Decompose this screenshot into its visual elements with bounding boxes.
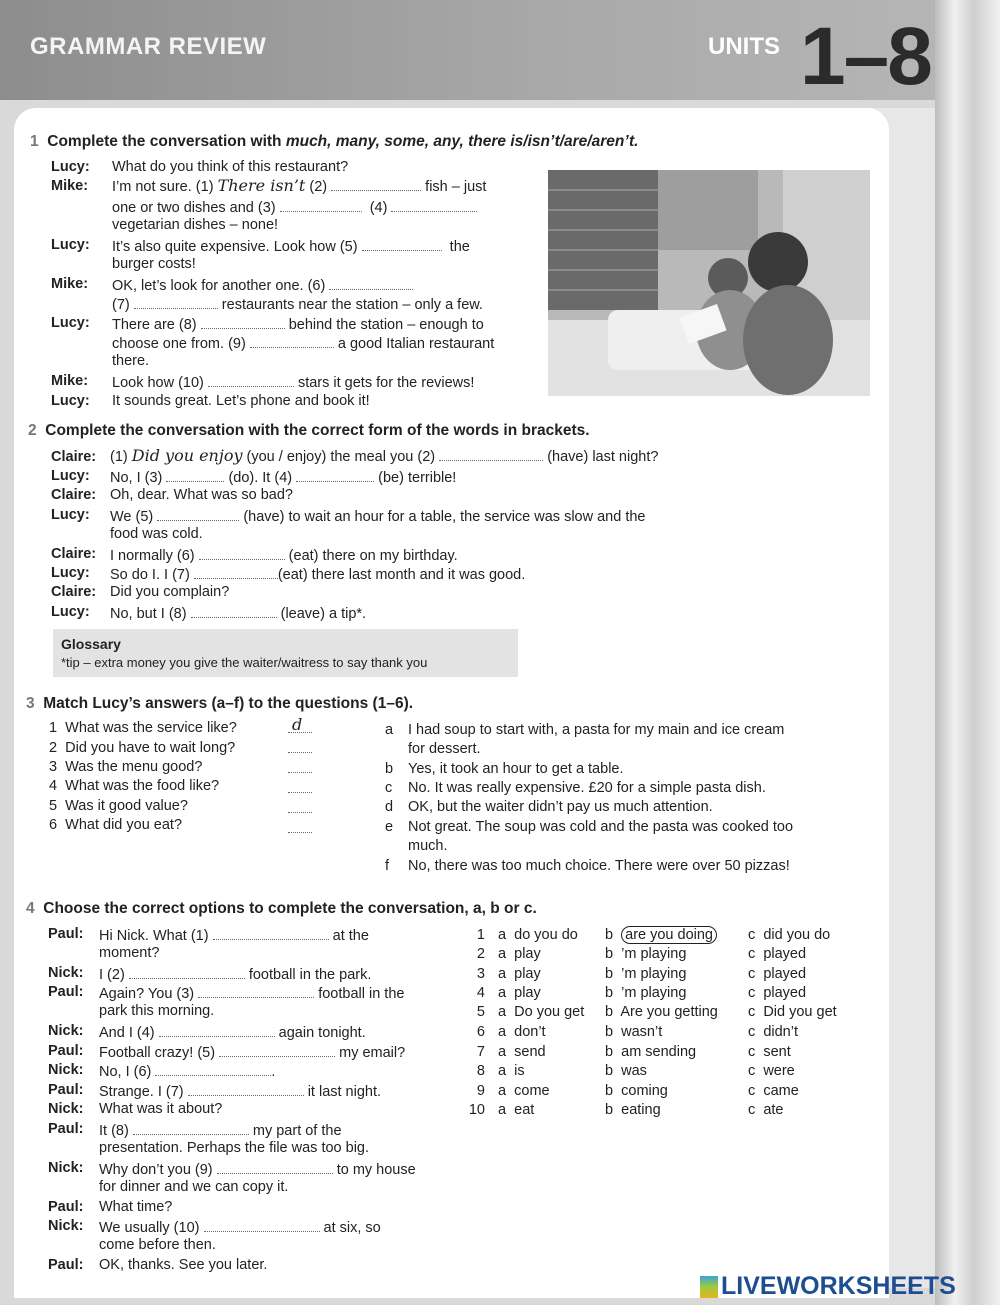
options-row-5: 5 [476,1004,485,1020]
ex4-speaker-5: Paul: [48,1043,84,1059]
ex4-line-1: Hi Nick. What (1) at the [99,925,369,945]
opt-9-b[interactable]: b coming [605,1083,668,1099]
ex4-line-10: What was it about? [99,1101,223,1117]
opt-7-b[interactable]: b am sending [605,1044,697,1060]
glossary-box [53,629,518,677]
ex4-speaker-8: Nick: [48,1101,84,1117]
ex2-line-6: I normally (6) (eat) there on my birthday. [110,545,458,565]
ex3-question-3: 3 Was the menu good? [49,759,203,775]
ex3-answer-f: f [385,858,390,874]
opt-10-c[interactable]: c ate [748,1102,784,1118]
liveworksheets-logo: LIVEWORKSHEETS [700,1272,956,1301]
ex1-line-8: (7) restaurants near the station – only a few. [112,294,483,314]
ex3-question-4: 4 What was the food like? [49,778,220,794]
options-row-3: 3 [476,966,485,982]
blank-8[interactable] [201,314,285,329]
opt-2-a[interactable]: a play [498,946,541,962]
opt-1-c[interactable]: c did you do [748,927,831,943]
opt-9-a[interactable]: a come [498,1083,550,1099]
ex4-heading: 4 Choose the correct options to complete the conversation, a, b or c. [26,900,537,917]
ex3-answer-c: c [385,780,393,796]
options-row-9: 9 [476,1083,485,1099]
ex3-answer-1[interactable]: d [292,715,303,734]
ex2-speaker-1: Claire: [51,449,97,465]
ex3-answer-blank-5[interactable] [288,798,312,813]
ex3-answer-e-text-2: much. [408,838,448,854]
handwritten-answer-1: There isn’t [217,176,306,195]
ex4-speaker-2: Nick: [48,965,84,981]
ex2-line-3: Oh, dear. What was so bad? [110,487,293,503]
ex3-answer-d-text: OK, but the waiter didn’t pay us much attention. [408,799,713,815]
options-row-4: 4 [476,985,485,1001]
ex1-line-2-text: I’m not sure. (1) There isn’t (2) fish – just [112,176,487,195]
ex4-speaker-4: Nick: [48,1023,84,1039]
ex3-question-5: 5 Was it good value? [49,798,188,814]
opt-7-a[interactable]: a send [498,1044,546,1060]
ex4-speaker-12: Nick: [48,1218,84,1234]
ex1-speaker-lucy-2: Lucy: [51,237,90,253]
ex1-line-11: there. [112,353,150,369]
ex2-line-5: food was cold. [110,526,203,542]
ex4-line-12: presentation. Perhaps the file was too big. [99,1140,370,1156]
opt-10-b[interactable]: b eating [605,1102,661,1118]
ex3-answer-b: b [385,761,394,777]
ex4-blank-5[interactable] [219,1042,335,1057]
ex1-speaker-mike-3: Mike: [51,373,89,389]
ex3-answer-blank-1[interactable] [288,715,312,734]
glossary-title: Glossary [61,636,121,652]
ex4-speaker-7: Paul: [48,1082,84,1098]
ex4-blank-3[interactable] [198,983,314,998]
ex2-speaker-6: Lucy: [51,565,90,581]
ex3-answer-c-text: No. It was really expensive. £20 for a simple pasta dish. [408,780,766,796]
ex2-blank-8[interactable] [191,603,277,618]
blank-5[interactable] [362,236,442,251]
ex4-blank-4[interactable] [159,1022,275,1037]
ex3-question-1: 1 What was the service like? [49,720,237,736]
liveworksheets-icon [700,1276,718,1298]
options-row-8: 8 [476,1063,485,1079]
ex4-line-4: Again? You (3) football in the [99,983,404,1003]
opt-1-b[interactable]: b are you doing [605,926,717,944]
ex2-blank-2[interactable] [439,446,543,461]
ex4-line-17: come before then. [99,1237,216,1253]
opt-8-c[interactable]: c were [748,1063,795,1079]
glossary-text: *tip – extra money you give the waiter/waitress to say thank you [61,655,428,670]
opt-3-b[interactable]: b ’m playing [605,966,687,982]
ex3-answer-a-text: I had soup to start with, a pasta for my main and ice cream [408,722,785,738]
ex1-line-3: one or two dishes and (3) (4) [112,197,477,217]
ex1-line-13: It sounds great. Let’s phone and book it! [112,393,370,409]
ex1-line-10: choose one from. (9) a good Italian restaurant [112,333,494,353]
ex2-speaker-3: Claire: [51,487,97,503]
ex2-speaker-7: Claire: [51,584,97,600]
ex3-answer-a: a [385,722,394,738]
opt-4-c[interactable]: c played [748,985,807,1001]
ex4-speaker-3: Paul: [48,984,84,1000]
options-row-2: 2 [476,946,485,962]
blank-4[interactable] [391,197,477,212]
blank-2[interactable] [331,176,421,191]
ex4-blank-10[interactable] [204,1217,320,1232]
ex4-line-14: for dinner and we can copy it. [99,1179,289,1195]
opt-6-b[interactable]: b wasn’t [605,1024,663,1040]
ex1-speaker-lucy-4: Lucy: [51,393,90,409]
ex3-answer-f-text: No, there was too much choice. There were over 50 pizzas! [408,858,790,874]
opt-3-c[interactable]: c played [748,966,807,982]
handwritten-answer-2: Did you enjoy [131,446,243,465]
couple-photo-illustration [548,170,870,396]
opt-2-c[interactable]: c played [748,946,807,962]
ex1-line-2: Mike: [51,178,89,194]
opt-5-c[interactable]: c Did you get [748,1004,837,1020]
ex2-line-7: So do I. I (7) (eat) there last month and it was good. [110,564,525,584]
ex4-speaker-13: Paul: [48,1257,84,1273]
ex4-speaker-9: Paul: [48,1121,84,1137]
ex1-speaker-mike-2: Mike: [51,276,89,292]
ex3-answer-d: d [385,799,394,815]
units-number: 1–8 [800,11,931,102]
ex1-line-1: Lucy: [51,159,90,175]
opt-6-a[interactable]: a don’t [498,1024,546,1040]
ex1-line-6: burger costs! [112,256,196,272]
opt-4-a[interactable]: a play [498,985,541,1001]
opt-4-b[interactable]: b ’m playing [605,985,687,1001]
opt-5-b[interactable]: b Are you getting [605,1004,718,1020]
opt-1-a[interactable]: a do you do [498,927,578,943]
ex4-blank-9[interactable] [217,1159,333,1174]
opt-8-a[interactable]: a is [498,1063,525,1079]
ex4-line-9: Strange. I (7) it last night. [99,1081,381,1101]
ex2-line-4: We (5) (have) to wait an hour for a table, the service was slow and the [110,506,646,526]
ex3-answer-e: e [385,819,394,835]
ex3-answer-e-text: Not great. The soup was cold and the pasta was cooked too [408,819,794,835]
ex2-blank-6[interactable] [199,545,285,560]
blank-3[interactable] [280,197,362,212]
ex4-line-5: park this morning. [99,1003,215,1019]
ex2-line-9: No, but I (8) (leave) a tip*. [110,603,366,623]
ex3-answer-blank-3[interactable] [288,758,312,773]
ex1-line-1-text: What do you think of this restaurant? [112,159,349,175]
ex3-answer-a-text-2: for dessert. [408,741,481,757]
opt-5-a[interactable]: a Do you get [498,1004,585,1020]
ex2-blank-5[interactable] [157,506,239,521]
ex4-line-13: Why don’t you (9) to my house [99,1159,416,1179]
ex2-blank-3[interactable] [166,467,224,482]
opt-6-c[interactable]: c didn’t [748,1024,798,1040]
selected-answer-circle: are you doing [621,926,717,944]
page-header [0,0,935,100]
ex2-speaker-2: Lucy: [51,468,90,484]
blank-6[interactable] [329,275,413,290]
ex1-speaker-lucy-3: Lucy: [51,315,90,331]
ex4-line-16: We usually (10) at six, so [99,1217,381,1237]
blank-7[interactable] [134,294,218,309]
ex4-line-3: I (2) football in the park. [99,964,371,984]
ex4-speaker-11: Paul: [48,1199,84,1215]
options-row-6: 6 [476,1024,485,1040]
ex4-line-7: Football crazy! (5) my email? [99,1042,405,1062]
ex4-line-15: What time? [99,1199,173,1215]
opt-10-a[interactable]: a eat [498,1102,535,1118]
ex4-line-18: OK, thanks. See you later. [99,1257,268,1273]
ex2-line-1: (1) Did you enjoy (you / enjoy) the meal you (2) (have) last night? [110,446,659,465]
ex4-blank-8[interactable] [133,1120,249,1135]
units-label: UNITS [708,33,780,60]
options-row-7: 7 [476,1044,485,1060]
ex4-blank-1[interactable] [213,925,329,940]
ex4-blank-6[interactable] [155,1061,271,1076]
ex4-speaker-10: Nick: [48,1160,84,1176]
ex2-speaker-4: Lucy: [51,507,90,523]
ex2-blank-4[interactable] [296,467,374,482]
ex1-heading: 1 Complete the conversation with much, many, some, any, there is/isn’t/are/aren’t. [30,133,639,150]
ex4-speaker-1: Paul: [48,926,84,942]
options-row-1: 1 [476,927,485,943]
ex4-line-11: It (8) my part of the [99,1120,342,1140]
ex1-line-5: It’s also quite expensive. Look how (5) the [112,236,470,256]
ex1-line-7: OK, let’s look for another one. (6) [112,275,413,295]
opt-2-b[interactable]: b ’m playing [605,946,687,962]
ex4-line-8: No, I (6) . [99,1061,275,1081]
ex4-line-2: moment? [99,945,160,961]
ex1-line-4: vegetarian dishes – none! [112,217,279,233]
ex3-question-2: 2 Did you have to wait long? [49,740,236,756]
ex2-blank-7[interactable] [194,564,278,579]
ex3-answer-b-text: Yes, it took an hour to get a table. [408,761,624,777]
ex4-speaker-6: Nick: [48,1062,84,1078]
ex2-line-8: Did you complain? [110,584,230,600]
ex3-answer-blank-6[interactable] [288,818,312,833]
ex4-blank-7[interactable] [188,1081,304,1096]
ex2-speaker-5: Claire: [51,546,97,562]
blank-10[interactable] [208,372,294,387]
ex4-line-6: And I (4) again tonight. [99,1022,366,1042]
ex3-answer-blank-2[interactable] [288,738,312,753]
ex2-heading: 2 Complete the conversation with the correct form of the words in brackets. [28,422,590,439]
opt-3-a[interactable]: a play [498,966,541,982]
page-edge [935,0,1000,1305]
ex4-blank-2[interactable] [129,964,245,979]
ex1-line-12: Look how (10) stars it gets for the reviews! [112,372,474,392]
opt-8-b[interactable]: b was [605,1063,647,1079]
options-row-10: 10 [468,1102,485,1118]
section-title: GRAMMAR REVIEW [30,33,267,60]
ex2-speaker-8: Lucy: [51,604,90,620]
opt-7-c[interactable]: c sent [748,1044,791,1060]
blank-9[interactable] [250,333,334,348]
ex2-line-2: No, I (3) (do). It (4) (be) terrible! [110,467,456,487]
restaurant-photo [548,170,870,396]
opt-9-c[interactable]: c came [748,1083,799,1099]
ex3-heading: 3 Match Lucy’s answers (a–f) to the questions (1–6). [26,695,414,712]
ex1-line-9: There are (8) behind the station – enough to [112,314,484,334]
ex3-answer-blank-4[interactable] [288,778,312,793]
ex3-question-6: 6 What did you eat? [49,817,183,833]
